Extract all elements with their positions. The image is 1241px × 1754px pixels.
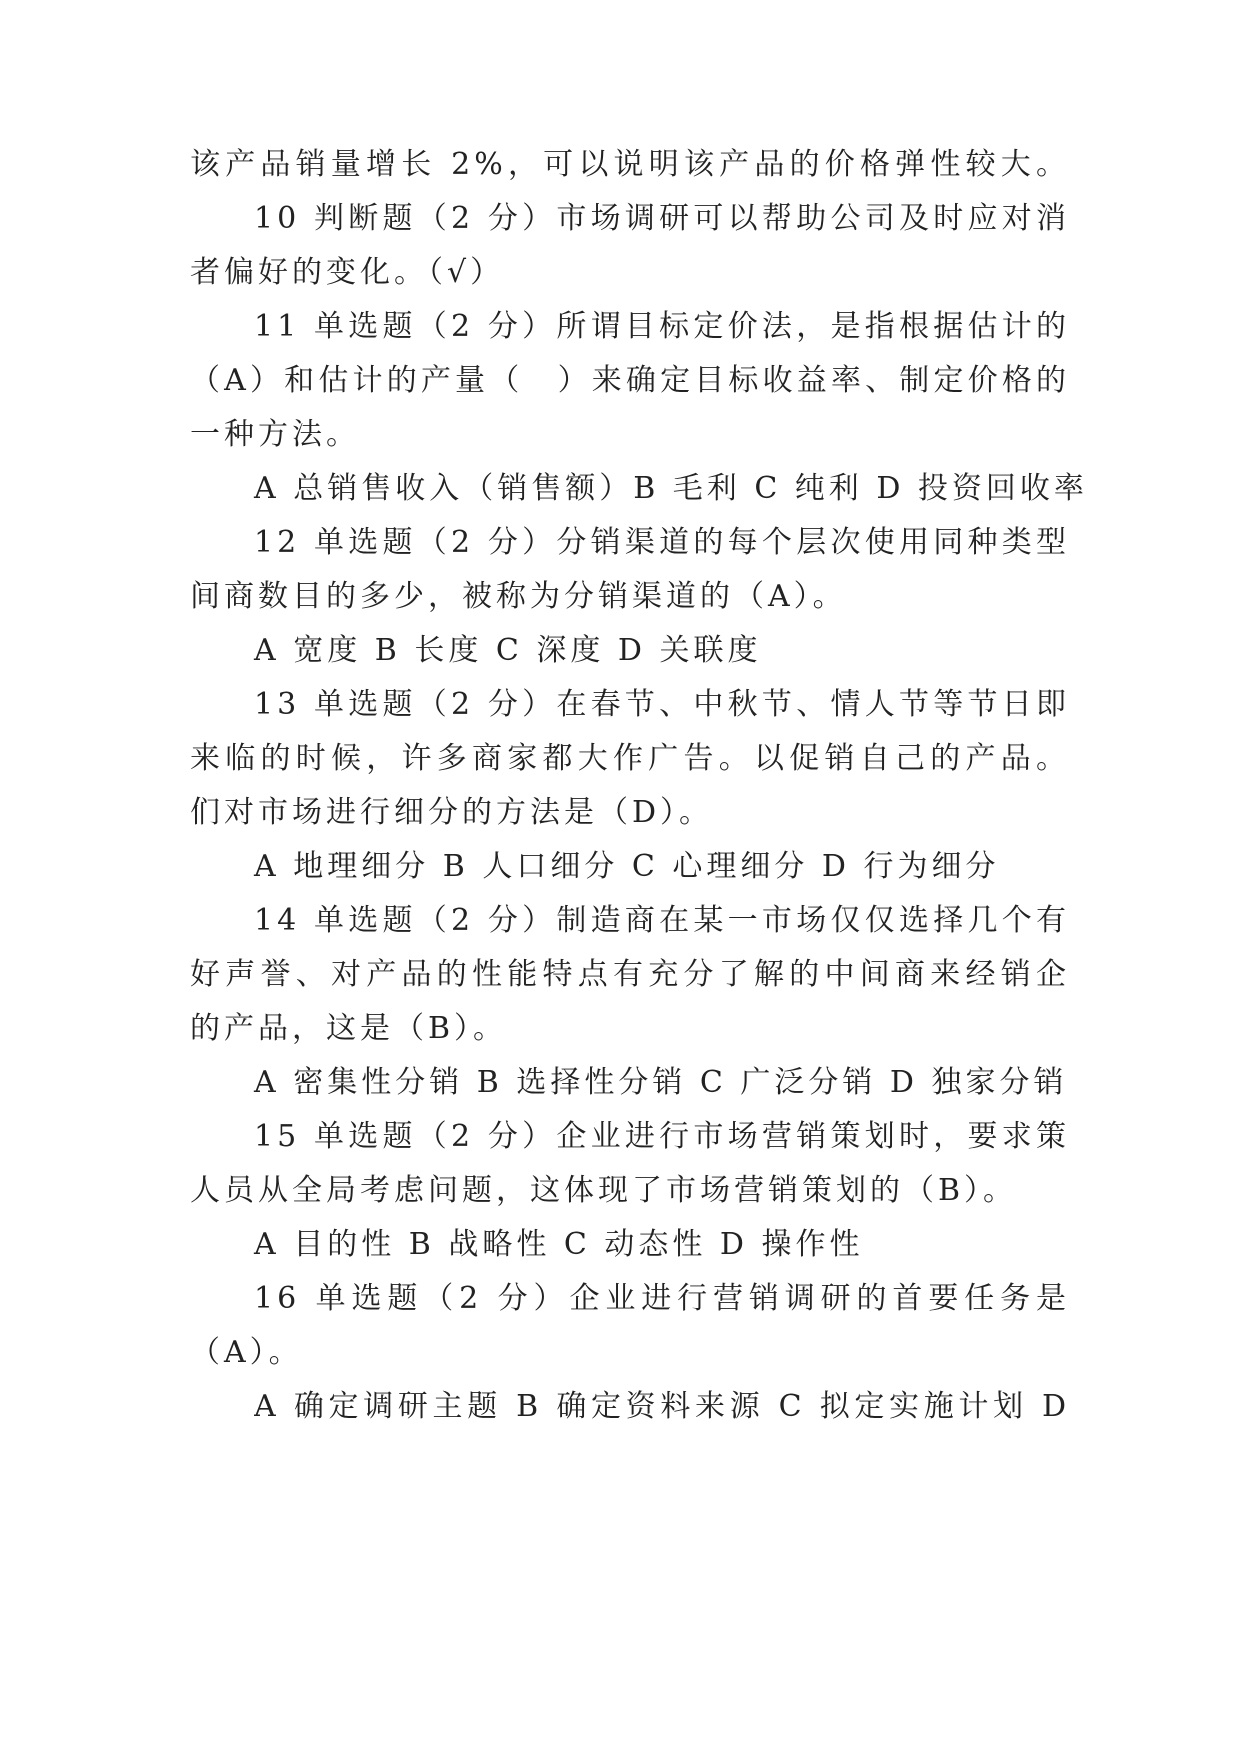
question-13: 13 单选题（2 分）在春节、中秋节、情人节等节日即 bbox=[254, 687, 1070, 722]
question-14: 14 单选题（2 分）制造商在某一市场仅仅选择几个有 bbox=[254, 903, 1070, 938]
text-line-23: （A）。 bbox=[190, 1335, 303, 1370]
options-13: A 地理细分 B 人口细分 C 心理细分 D 行为细分 bbox=[254, 849, 1000, 884]
options-12: A 宽度 B 长度 C 深度 D 关联度 bbox=[254, 633, 762, 668]
text-line-16: 好声誉、对产品的性能特点有充分了解的中间商来经销企 bbox=[190, 957, 1070, 992]
question-11: 11 单选题（2 分）所谓目标定价法，是指根据估计的 bbox=[254, 309, 1070, 344]
text-line-5: （A）和估计的产量（ ）来确定目标收益率、制定价格的 bbox=[190, 363, 1070, 398]
options-15: A 目的性 B 战略性 C 动态性 D 操作性 bbox=[254, 1227, 864, 1262]
text-line-1: 该产品销量增长 2%，可以说明该产品的价格弹性较大。 bbox=[190, 147, 1070, 182]
text-line-17: 的产品，这是（B）。 bbox=[190, 1011, 508, 1046]
text-line-13: 们对市场进行细分的方法是（D）。 bbox=[190, 795, 714, 830]
options-11: A 总销售收入（销售额）B 毛利 C 纯利 D 投资回收率 bbox=[254, 471, 1088, 506]
question-10: 10 判断题（2 分）市场调研可以帮助公司及时应对消 bbox=[254, 201, 1070, 236]
question-12: 12 单选题（2 分）分销渠道的每个层次使用同种类型 bbox=[254, 525, 1070, 560]
text-line-6: 一种方法。 bbox=[190, 417, 360, 452]
question-15: 15 单选题（2 分）企业进行市场营销策划时，要求策 bbox=[254, 1119, 1070, 1154]
question-16: 16 单选题（2 分）企业进行营销调研的首要任务是 bbox=[254, 1281, 1070, 1316]
text-line-3: 者偏好的变化。（√） bbox=[190, 255, 505, 290]
options-16: A 确定调研主题 B 确定资料来源 C 拟定实施计划 D bbox=[254, 1389, 1070, 1424]
options-14: A 密集性分销 B 选择性分销 C 广泛分销 D 独家分销 bbox=[254, 1065, 1068, 1100]
text-line-12: 来临的时候，许多商家都大作广告。以促销自己的产品。 bbox=[190, 741, 1070, 776]
text-line-20: 人员从全局考虑问题，这体现了市场营销策划的（B）。 bbox=[190, 1173, 1018, 1208]
text-line-9: 间商数目的多少，被称为分销渠道的（A）。 bbox=[190, 579, 847, 614]
